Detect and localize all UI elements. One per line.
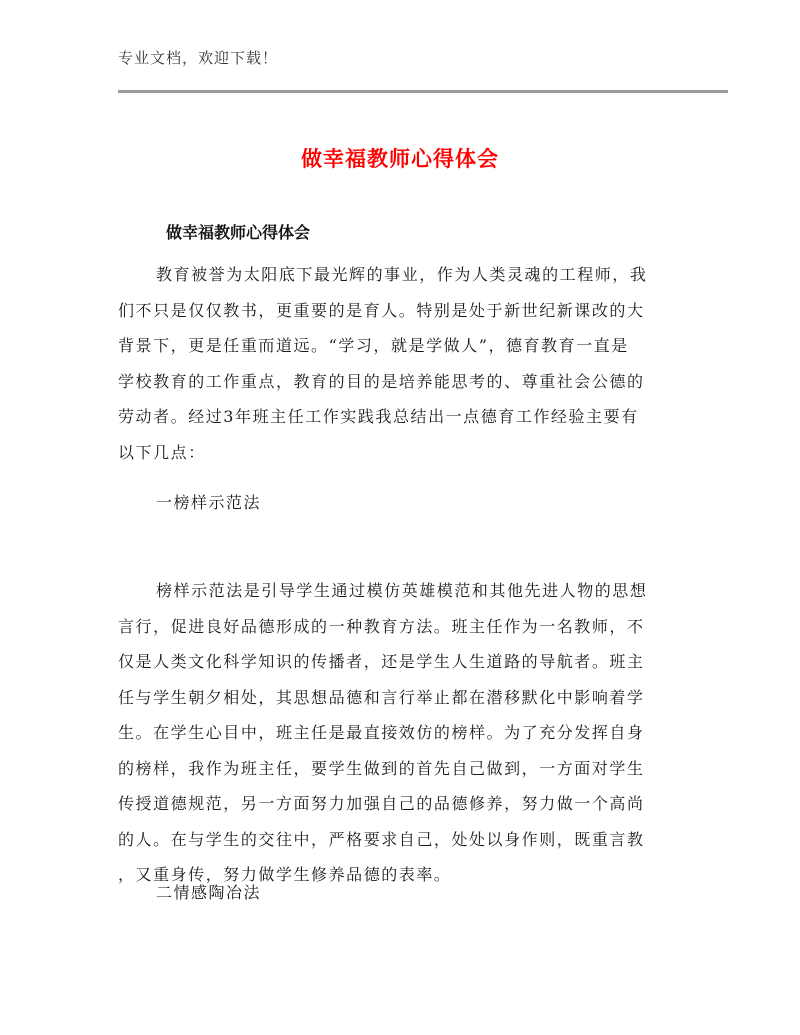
paragraph-line: 教育被誉为太阳底下最光辉的事业，作为人类灵魂的工程师，我	[156, 265, 648, 284]
document-title: 做幸福教师心得体会	[301, 147, 499, 171]
section-heading-2: 二情感陶冶法	[156, 883, 262, 902]
paragraph-line: 榜样示范法是引导学生通过模仿英雄模范和其他先进人物的思想	[156, 581, 648, 600]
paragraph-line: 背景下，更是任重而道远。“学习，就是学做人”，德育教育一直是	[118, 336, 629, 355]
paragraph-line: 仅是人类文化科学知识的传播者，还是学生人生道路的导航者。班主	[118, 652, 645, 671]
paragraph-role-model	[118, 573, 686, 893]
paragraph-line: 学校教育的工作重点，教育的目的是培养能思考的、尊重社会公德的	[118, 371, 645, 391]
paragraph-intro	[118, 257, 686, 470]
paragraph-line: 的人。在与学生的交往中，严格要求自己，处处以身作则，既重言教	[118, 829, 645, 849]
paragraph-line: 以下几点：	[118, 442, 206, 462]
header-divider	[118, 90, 728, 93]
section-heading-1: 一榜样示范法	[156, 493, 262, 512]
paragraph-line: 任与学生朝夕相处，其思想品德和言行举止都在潜移默化中影响着学	[118, 687, 645, 707]
paragraph-line: 生。在学生心目中，班主任是最直接效仿的榜样。为了充分发挥自身	[118, 723, 645, 742]
paragraph-line: 的榜样，我作为班主任，要学生做到的首先自己做到，一方面对学生	[118, 758, 645, 778]
document-subtitle: 做幸福教师心得体会	[166, 223, 311, 242]
paragraph-line: ，又重身传，努力做学生修养品德的表率。	[118, 865, 452, 884]
paragraph-line: 们不只是仅仅教书，更重要的是育人。特别是处于新世纪新课改的大	[118, 300, 645, 320]
paragraph-line: 言行，促进良好品德形成的一种教育方法。班主任作为一名教师，不	[118, 616, 645, 636]
header-note: 专业文档，欢迎下载！	[118, 49, 279, 67]
paragraph-line: 劳动者。经过3年班主任工作实践我总结出一点德育工作经验主要有	[118, 407, 639, 426]
paragraph-line: 传授道德规范，另一方面努力加强自己的品德修养，努力做一个高尚	[118, 794, 645, 813]
